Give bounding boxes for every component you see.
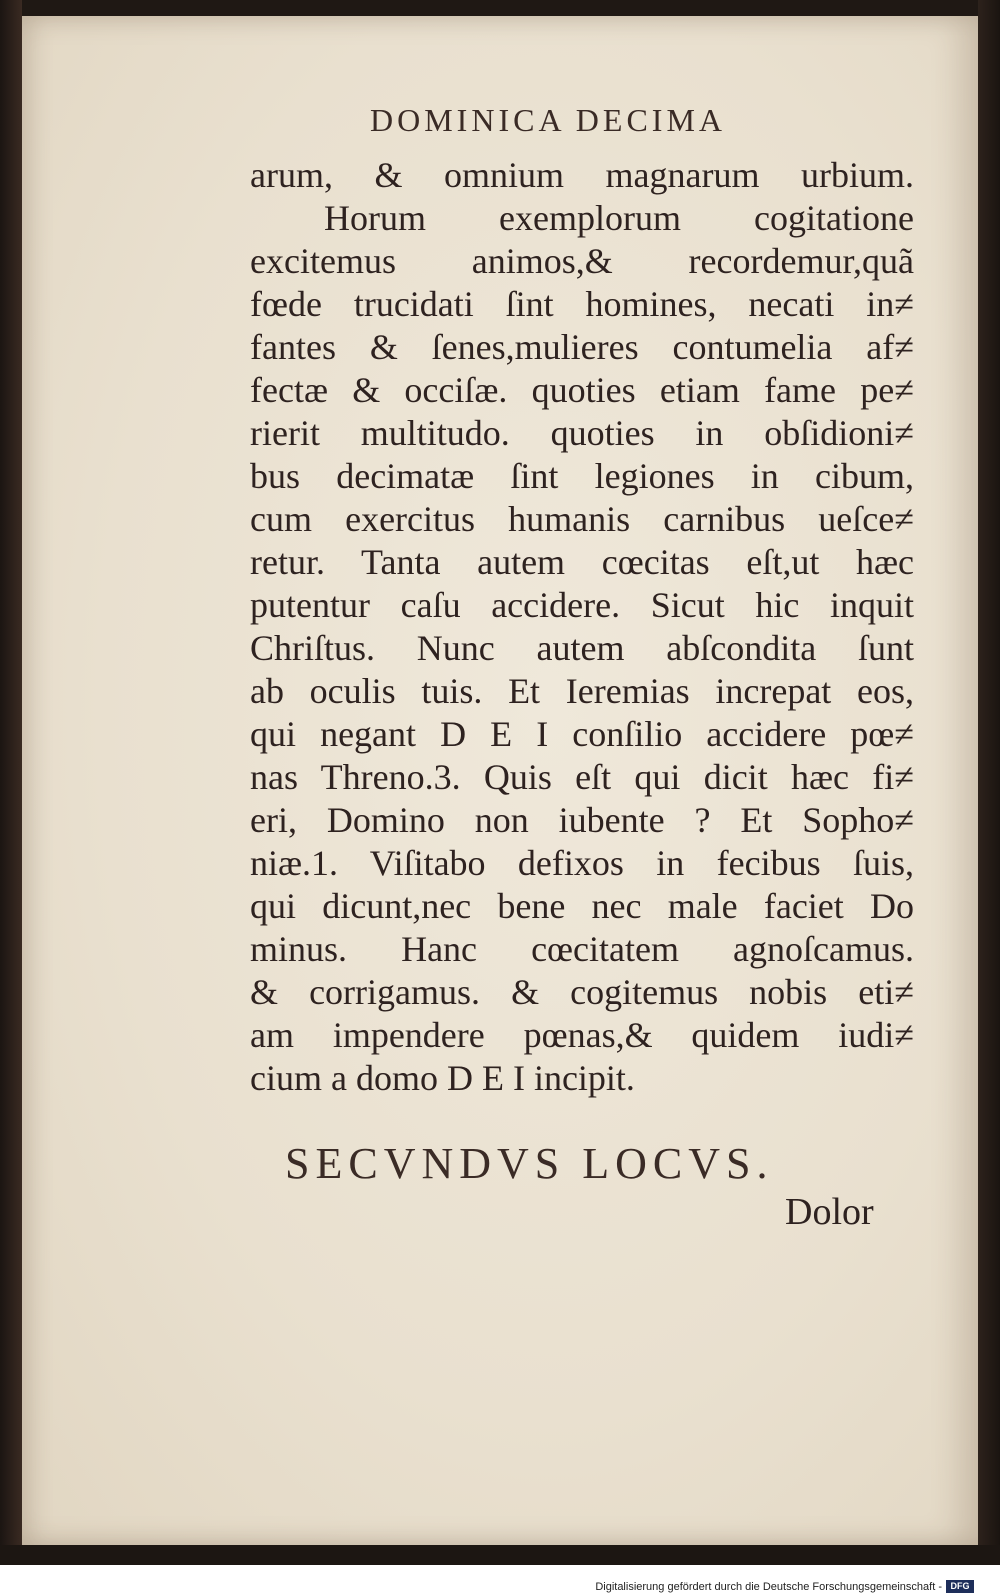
text-line: qui negant D E I conſilio accidere pœ≠ bbox=[250, 714, 914, 754]
text-line: fectæ & occiſæ. quoties etiam fame pe≠ bbox=[250, 370, 914, 410]
text-line: Horum exemplorum cogitatione bbox=[324, 198, 914, 238]
scan-border-bottom bbox=[0, 1545, 1000, 1565]
text-line: cium a domo D E I incipit. bbox=[250, 1058, 635, 1098]
text-line: cum exercitus humanis carnibus ueſce≠ bbox=[250, 499, 914, 539]
text-line: minus. Hanc cœcitatem agnoſcamus. bbox=[250, 929, 914, 969]
text-line: nas Threno.3. Quis eſt qui dicit hæc fi≠ bbox=[250, 757, 914, 797]
text-line: niæ.1. Viſitabo defixos in fecibus ſuis, bbox=[250, 843, 914, 883]
text-line: fantes & ſenes,mulieres contumelia af≠ bbox=[250, 327, 914, 367]
running-head: DOMINICA DECIMA bbox=[370, 102, 726, 138]
text-line: & corrigamus. & cogitemus nobis eti≠ bbox=[250, 972, 914, 1012]
text-line: retur. Tanta autem cœcitas eſt,ut hæc bbox=[250, 542, 914, 582]
text-line: fœde trucidati ſint homines, necati in≠ bbox=[250, 284, 914, 324]
section-heading: SECVNDVS LOCVS. bbox=[285, 1139, 774, 1188]
text-line: bus decimatæ ſint legiones in cibum, bbox=[250, 456, 914, 496]
text-line: excitemus animos,& recordemur,quã bbox=[250, 241, 914, 281]
scan-border-left bbox=[0, 0, 22, 1560]
catchword: Dolor bbox=[785, 1191, 874, 1233]
text-line: rierit multitudo. quoties in obſidioni≠ bbox=[250, 413, 914, 453]
scan-border-top bbox=[0, 0, 1000, 16]
dfg-logo: DFG bbox=[946, 1580, 974, 1593]
text-line: putentur caſu accidere. Sicut hic inquit bbox=[250, 585, 914, 625]
text-line: arum, & omnium magnarum urbium. bbox=[250, 155, 914, 195]
text-line: eri, Domino non iubente ? Et Sopho≠ bbox=[250, 800, 914, 840]
text-line: Chriſtus. Nunc autem abſcondita ſunt bbox=[250, 628, 914, 668]
funding-credit: Digitalisierung gefördert durch die Deutsche Forschungsgemeinschaft - bbox=[595, 1581, 942, 1593]
body-text bbox=[250, 154, 914, 1100]
text-line: qui dicunt,nec bene nec male faciet Do bbox=[250, 886, 914, 926]
text-line: ab oculis tuis. Et Ieremias increpat eos, bbox=[250, 671, 914, 711]
text-line: am impendere pœnas,& quidem iudi≠ bbox=[250, 1015, 914, 1055]
scan-border-right bbox=[978, 0, 1000, 1560]
